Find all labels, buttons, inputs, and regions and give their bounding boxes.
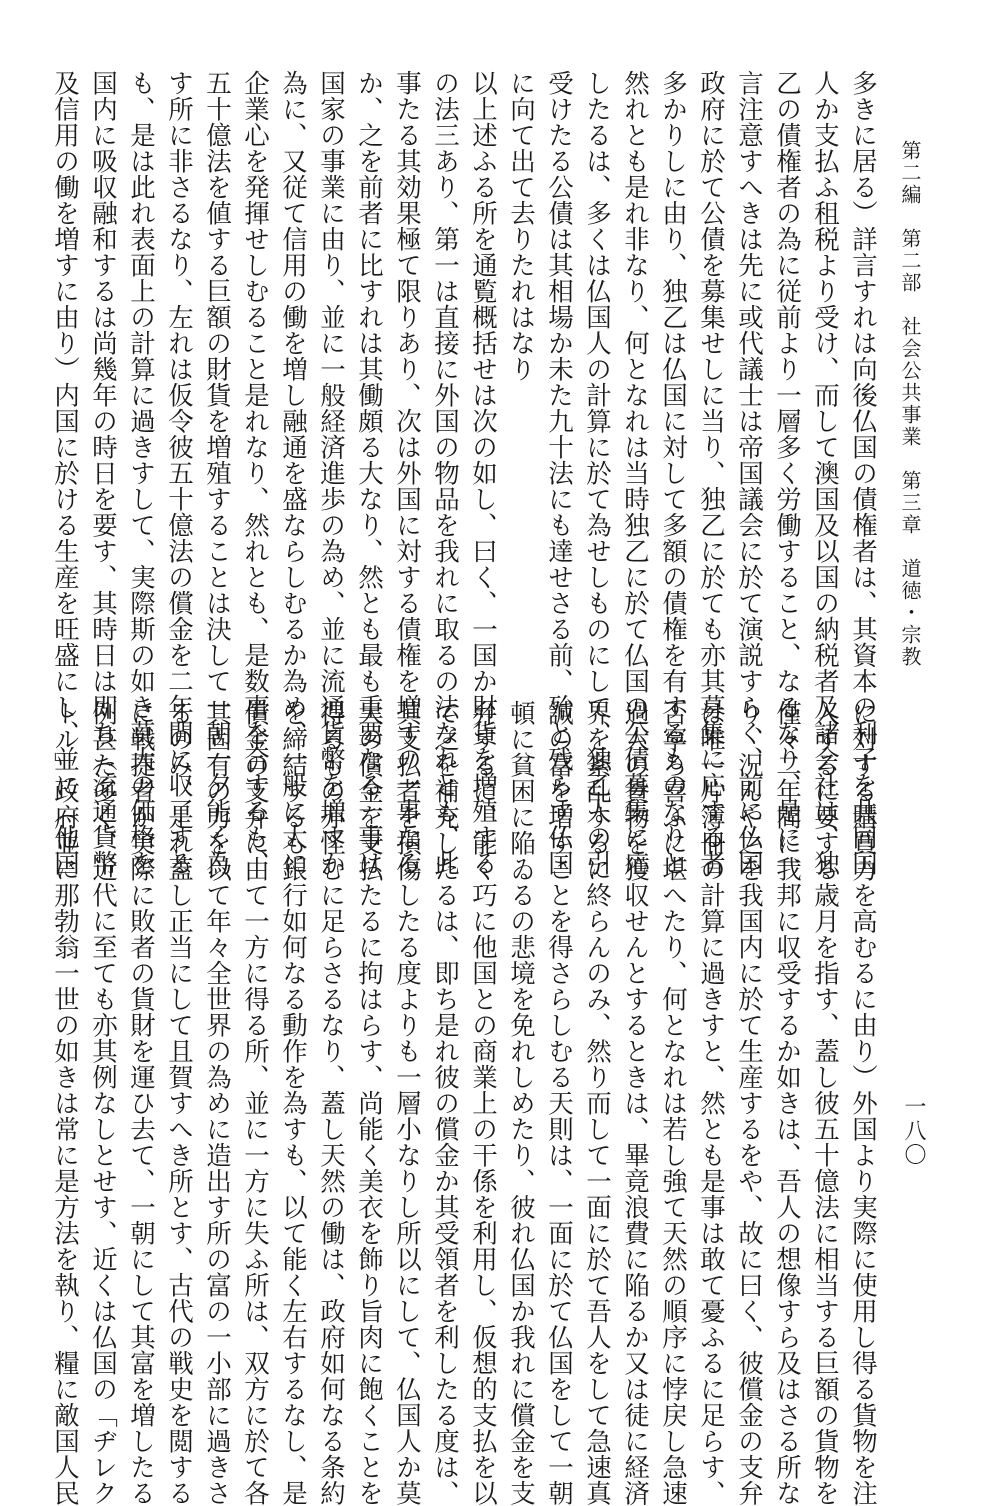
text-line: か、之を前者に比すれは其働頗る大なり、然とも最も重要なる一事は xyxy=(354,70,384,876)
text-line: 及信用の働を増すに由り）内国に於ける生産を旺盛にし、並に（他国 xyxy=(50,70,80,876)
text-line: 大の償金を支払たるに拘はらす、尚能く美衣を飾り旨肉に飽くことを xyxy=(354,700,384,1506)
text-line: 人か支払ふ租税より受け、而して澳国及以国の納税者及諸会社は、独 xyxy=(810,70,840,876)
text-line: 企業心を発揮せしむること是れなり、然れとも、是数事を合するも、 xyxy=(240,70,270,876)
text-line: は唯一片簿冊の計算に過きすと、然とも是事は敢て憂ふるに足らす、 xyxy=(696,700,726,1506)
text-line: 其支払者を損傷したる度よりも一層小なりし所以にして、仏国人か莫 xyxy=(392,700,422,1506)
text-line: に向て出て去りたれはなり xyxy=(506,70,536,382)
text-line: 多かりしに由り、独乙は仏国に対して多額の債権を有するものなりと xyxy=(658,70,688,876)
text-line: 事たる其効果極て限りあり、次は外国に対する債権を増すの一事なる xyxy=(392,70,422,876)
text-line: 過大の貨物を獲収せんとするときは、畢竟浪費に陥るか又は徒に経済 xyxy=(620,700,650,1506)
text-block-bottom xyxy=(50,700,882,1506)
text-line: 国内に吸収融和するは尚幾年の時日を要す、其時日は即ち（流通貨幣 xyxy=(88,70,118,876)
page-number: 一八〇 xyxy=(901,1095,926,1167)
text-line: 多きに居る）詳言すれは向後仏国の債権者は、其資本の利子を共同国 xyxy=(848,70,878,876)
text-line: 入するに要する歳月を指す、蓋し彼五十億法に相当する巨額の貨物を xyxy=(810,700,840,1506)
text-line: て之を補充したるは、即ち是れ彼の償金か其受領者を利したる度は、 xyxy=(430,700,460,1506)
text-line: も、是は此れ表面上の計算に過きすして、実際斯の如き莫大の価格を xyxy=(126,70,156,876)
text-line: 僅々二年間に我邦に収受するか如きは、吾人の想像すら及はさる所な xyxy=(772,700,802,1506)
text-line: 頓に貧困に陥ゐるの悲境を免れしめたり、彼れ仏国か我れに償金を支 xyxy=(506,700,536,1506)
text-line: 五十億法を値する巨額の財貨を増殖することは決して一朝一夕能く為 xyxy=(202,70,232,876)
text-line: 得るもの亦怪むに足らさるなり、蓋し天然の働は、政府如何なる条約 xyxy=(316,700,346,1506)
text-line: 以上述ふる所を通覧概括せは次の如し、曰く、一国か財貨を増殖する xyxy=(468,70,498,876)
text-line: 受けたる公債は其相場か未た九十法にも達せさる前、殆と残らす仏国 xyxy=(544,70,574,876)
text-line: 其固有の力を以て年々全世界の為めに造出す所の富の一小部に過きさ xyxy=(202,700,232,1506)
text-block-top xyxy=(50,70,882,876)
text-line: の法三あり、第一は直接に外国の物品を我れに取るの法なれとも、此 xyxy=(430,70,460,876)
text-line: 言注意すへきは先に或代議士は帝国議会に於て演説すらく、前に仏国 xyxy=(734,70,764,876)
text-line: 乙の債権者の為に従前より一層多く労働すること、なるなり、是に一 xyxy=(772,70,802,876)
text-line: 然れとも是れ非なり、何となれは当時独乙に於て仏国の公債募集に応 xyxy=(620,70,650,876)
text-line: に対する購買力を高むるに由り）外国より実際に使用し得る貨物を注 xyxy=(848,700,878,1506)
text-line: るのみ、是れ蓋し正当にして且賀すへき所とす、古代の戦史を閲する xyxy=(164,700,194,1506)
text-line: す所に非さるなり、左れは仮令彼五十億法の償金を二年間に収了する xyxy=(164,70,194,876)
text-line: したるは、多くは仏国人の計算に於て為せしものにして、独乙人の引 xyxy=(582,70,612,876)
text-line: トル」政府並に那勃翁一世の如きは常に是方法を執り、糧に敵国人民 xyxy=(50,700,80,1506)
text-line: 為に、又従て信用の働を増し融通を盛ならしむるか為め、一般に大に xyxy=(278,70,308,876)
running-head: 第二編 第二部 社会公共事業 第三章 道徳・宗教 xyxy=(898,140,922,668)
text-line: り、況んや之を我国内に於て生産するをや、故に曰く、彼償金の支弁 xyxy=(734,700,764,1506)
text-line: 界を紊乱するに終らんのみ、然り而して一面に於て吾人をして急速真 xyxy=(582,700,612,1506)
text-line: を締結するも銀行如何なる動作を為すも、以て能く左右するなし、是 xyxy=(278,700,308,1506)
text-line: 誠の富を増すことを得さらしむる天則は、一面に於て仏国をして一朝 xyxy=(544,700,574,1506)
text-line: 国家の事業に由り、並に一般経済進歩の為め、並に流通貨幣を増すか xyxy=(316,70,346,876)
text-line: 否寧ろ喜ふに堪へたり、何となれは若し強て天然の順序に悖戻し急速 xyxy=(658,700,688,1506)
text-line: 弁するに、能く巧に他国との商業上の干係を利用し、仮想的支払を以 xyxy=(468,700,498,1506)
text-line: 償金の支弁に由て一方に得る所、並に一方に失ふ所は、双方に於て各 xyxy=(240,700,270,1506)
text-line: 政府に於て公債を募集せしに当り、独乙に於ても亦其募集に応する者 xyxy=(696,70,726,876)
text-line: 例甚た多く、近代に至ても亦其例なしとせす、近くは仏国の「ヂレク xyxy=(88,700,118,1506)
text-line: に戦捷者か実際に敗者の貨財を運ひ去て、一朝にして其富を増したる xyxy=(126,700,156,1506)
